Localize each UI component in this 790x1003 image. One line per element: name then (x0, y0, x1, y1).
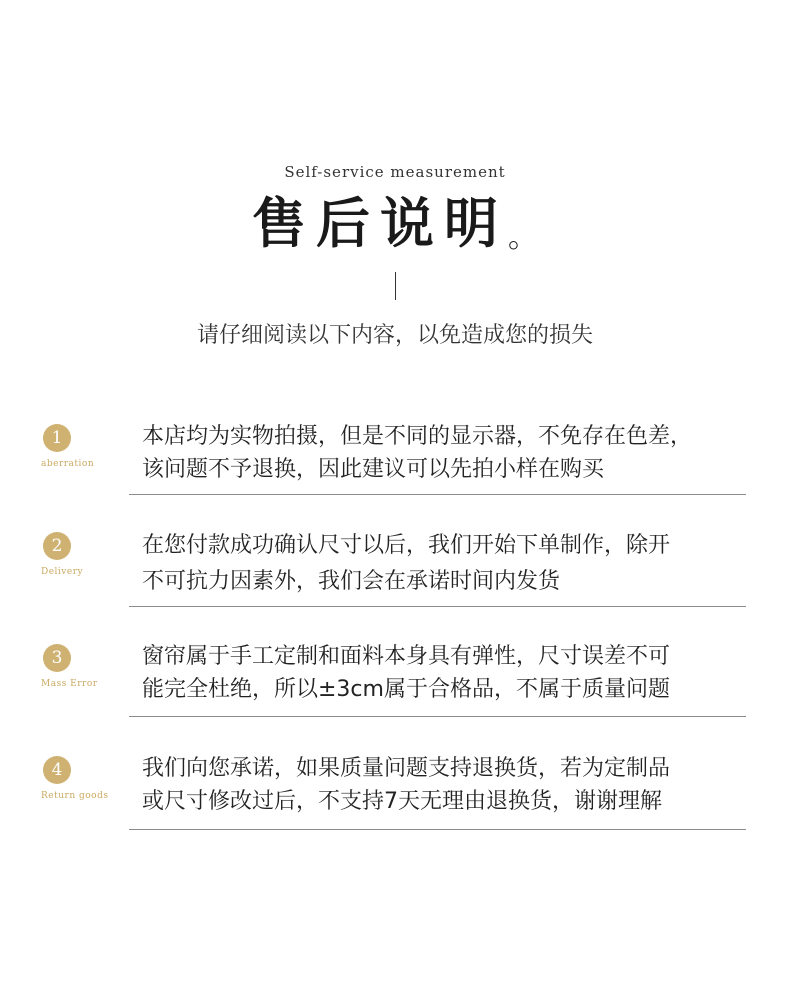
page-title: 售后说明 (252, 191, 508, 255)
divider (129, 494, 746, 495)
divider (129, 829, 746, 830)
number-badge: 4 (43, 756, 71, 784)
subtitle: Self-service measurement (284, 163, 506, 181)
number-badge: 3 (43, 644, 71, 672)
item-text (142, 640, 742, 706)
title-block (0, 188, 790, 258)
item-label: Return goods (41, 791, 109, 801)
divider (129, 716, 746, 717)
item-text (142, 420, 742, 486)
item-text-line: 不可抗力因素外，我们会在承诺时间内发货 (142, 569, 561, 594)
item-text-line: 能完全杜绝，所以±3cm属于合格品，不属于质量问题 (142, 677, 670, 702)
item-text (142, 528, 742, 600)
intro-text: 请仔细阅读以下内容，以免造成您的损失 (196, 323, 593, 348)
item-text-line: 或尺寸修改过后，不支持7天无理由退换货，谢谢理解 (142, 789, 662, 814)
number-badge: 1 (43, 424, 71, 452)
divider (129, 606, 746, 607)
item-text-line: 我们向您承诺，如果质量问题支持退换货，若为定制品 (142, 756, 671, 781)
item-label: Mass Error (41, 679, 98, 689)
item-text-line: 在您付款成功确认尺寸以后，我们开始下单制作，除开 (142, 533, 671, 558)
number-badge: 2 (43, 532, 71, 560)
title-dot: 。 (508, 220, 538, 255)
item-text-line: 该问题不予退换，因此建议可以先拍小样在购买 (142, 457, 605, 482)
title-divider (395, 272, 396, 300)
item-text-line: 本店均为实物拍摄，但是不同的显示器，不免存在色差， (142, 424, 693, 449)
item-text (142, 752, 742, 818)
item-label: aberration (41, 459, 95, 469)
item-text-line: 窗帘属于手工定制和面料本身具有弹性，尺寸误差不可 (142, 644, 671, 669)
item-label: Delivery (41, 567, 84, 577)
